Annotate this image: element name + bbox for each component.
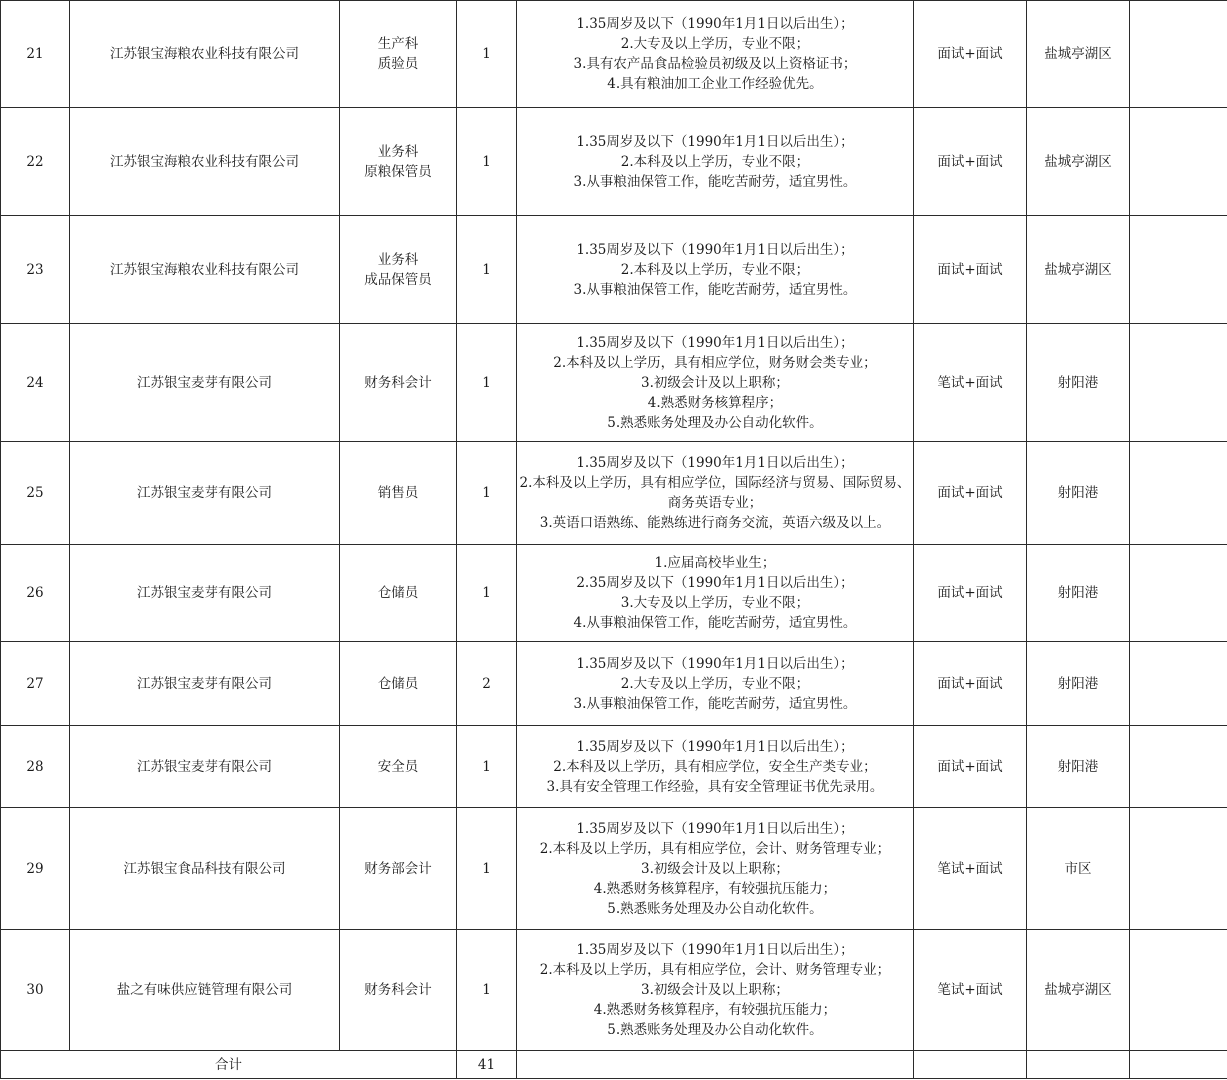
- position-line: 仓储员: [377, 585, 419, 601]
- exam-method: 面试+面试: [914, 1, 1027, 108]
- table-row: [1, 442, 1227, 545]
- work-location: 射阳港: [1027, 545, 1130, 642]
- work-location: 射阳港: [1027, 442, 1130, 545]
- position-title: [340, 216, 457, 324]
- table-row: [1, 1, 1227, 108]
- requirement-line: 3.初级会计及以上职称；: [641, 982, 789, 998]
- row-number: 23: [1, 216, 70, 324]
- position-line: 生产科: [377, 36, 419, 52]
- requirement-line: 1.35周岁及以下（1990年1月1日以后出生）；: [576, 241, 854, 258]
- requirement-line: 2.大专及以上学历，专业不限；: [620, 675, 810, 692]
- position-title: [340, 930, 457, 1051]
- position-line: 销售员: [377, 485, 419, 501]
- company-name: 江苏银宝麦芽有限公司: [70, 726, 340, 808]
- company-name: 江苏银宝食品科技有限公司: [70, 808, 340, 930]
- position-line: 财务科会计: [364, 374, 432, 391]
- position-title: [340, 108, 457, 216]
- requirement-line: 2.本科及以上学历，具有相应学位，国际经济与贸易、国际贸易、商务英语专业；: [519, 475, 911, 511]
- row-number: 26: [1, 545, 70, 642]
- row-number: 21: [1, 1, 70, 108]
- company-name: 江苏银宝海粮农业科技有限公司: [70, 108, 340, 216]
- exam-method: 笔试+面试: [914, 930, 1027, 1051]
- note-cell: [1130, 808, 1227, 930]
- requirement-line: 1.35周岁及以下（1990年1月1日以后出生）；: [576, 16, 854, 32]
- requirement-line: 2.本科及以上学历，专业不限；: [620, 153, 810, 170]
- requirement-line: 3.初级会计及以上职称；: [641, 860, 789, 877]
- requirement-line: 4.熟悉财务核算程序，有较强抗压能力；: [593, 1002, 837, 1018]
- position-line: 成品保管员: [364, 271, 432, 288]
- headcount: 1: [457, 808, 517, 930]
- note-cell: [1130, 1, 1227, 108]
- requirement-line: 4.熟悉财务核算程序；: [647, 394, 783, 411]
- position-title: [340, 442, 457, 545]
- requirements: [517, 808, 914, 930]
- table-row: [1, 216, 1227, 324]
- row-number: 25: [1, 442, 70, 545]
- headcount: 2: [457, 642, 517, 726]
- position-title: [340, 1, 457, 108]
- exam-method: 面试+面试: [914, 108, 1027, 216]
- position-title: [340, 726, 457, 808]
- note-cell: [1130, 642, 1227, 726]
- requirement-line: 4.熟悉财务核算程序，有较强抗压能力；: [593, 880, 837, 897]
- position-line: 业务科: [377, 143, 419, 160]
- table-row: [1, 324, 1227, 442]
- company-name: 江苏银宝麦芽有限公司: [70, 442, 340, 545]
- empty-cell: [1027, 1051, 1130, 1079]
- table-row: [1, 108, 1227, 216]
- requirement-line: 2.本科及以上学历，具有相应学位，安全生产类专业；: [553, 758, 877, 775]
- requirement-line: 3.从事粮油保管工作，能吃苦耐劳，适宜男性。: [573, 281, 857, 298]
- requirement-line: 5.熟悉账务处理及办公自动化软件。: [607, 414, 823, 431]
- headcount: 1: [457, 324, 517, 442]
- exam-method: 面试+面试: [914, 442, 1027, 545]
- requirement-line: 1.35周岁及以下（1990年1月1日以后出生）；: [576, 942, 854, 958]
- empty-cell: [1130, 1051, 1227, 1079]
- requirement-line: 1.35周岁及以下（1990年1月1日以后出生）；: [576, 334, 854, 351]
- requirements: [517, 442, 914, 545]
- headcount: 1: [457, 930, 517, 1051]
- position-line: 财务部会计: [364, 860, 432, 877]
- company-name: 江苏银宝麦芽有限公司: [70, 642, 340, 726]
- requirement-line: 4.具有粮油加工企业工作经验优先。: [607, 76, 823, 92]
- requirement-line: 5.熟悉账务处理及办公自动化软件。: [607, 900, 823, 917]
- requirements: [517, 1, 914, 108]
- total-count: 41: [457, 1051, 517, 1079]
- note-cell: [1130, 108, 1227, 216]
- note-cell: [1130, 545, 1227, 642]
- position-line: 财务科会计: [364, 982, 432, 998]
- requirement-line: 3.具有农产品食品检验员初级及以上资格证书；: [573, 56, 857, 72]
- requirement-line: 2.本科及以上学历，具有相应学位，会计、财务管理专业；: [539, 840, 891, 857]
- requirement-line: 3.从事粮油保管工作，能吃苦耐劳，适宜男性。: [573, 173, 857, 190]
- table-row: [1, 726, 1227, 808]
- company-name: 盐之有味供应链管理有限公司: [70, 930, 340, 1051]
- requirement-line: 1.35周岁及以下（1990年1月1日以后出生）；: [576, 655, 854, 672]
- requirements: [517, 642, 914, 726]
- exam-method: 面试+面试: [914, 642, 1027, 726]
- requirement-line: 1.35周岁及以下（1990年1月1日以后出生）；: [576, 820, 854, 837]
- work-location: 盐城亭湖区: [1027, 930, 1130, 1051]
- exam-method: 面试+面试: [914, 545, 1027, 642]
- note-cell: [1130, 930, 1227, 1051]
- note-cell: [1130, 216, 1227, 324]
- requirement-line: 2.大专及以上学历，专业不限；: [620, 36, 810, 52]
- exam-method: 面试+面试: [914, 726, 1027, 808]
- row-number: 22: [1, 108, 70, 216]
- table-row: [1, 642, 1227, 726]
- exam-method: 面试+面试: [914, 216, 1027, 324]
- work-location: 盐城亭湖区: [1027, 108, 1130, 216]
- work-location: 盐城亭湖区: [1027, 216, 1130, 324]
- position-line: 仓储员: [377, 675, 419, 692]
- position-line: 原粮保管员: [364, 163, 432, 180]
- company-name: 江苏银宝海粮农业科技有限公司: [70, 216, 340, 324]
- company-name: 江苏银宝麦芽有限公司: [70, 324, 340, 442]
- headcount: 1: [457, 1, 517, 108]
- total-label: 合计: [1, 1051, 457, 1079]
- requirement-line: 5.熟悉账务处理及办公自动化软件。: [607, 1022, 823, 1038]
- requirement-line: 3.从事粮油保管工作，能吃苦耐劳，适宜男性。: [573, 695, 857, 712]
- requirements: [517, 108, 914, 216]
- row-number: 28: [1, 726, 70, 808]
- table-row: [1, 808, 1227, 930]
- note-cell: [1130, 442, 1227, 545]
- requirements: [517, 545, 914, 642]
- requirements: [517, 216, 914, 324]
- position-line: 安全员: [377, 758, 419, 775]
- work-location: 市区: [1027, 808, 1130, 930]
- requirements: [517, 324, 914, 442]
- table-row: [1, 545, 1227, 642]
- requirement-line: 1.35周岁及以下（1990年1月1日以后出生）；: [576, 738, 854, 755]
- position-line: 业务科: [377, 251, 419, 268]
- requirement-line: 1.35周岁及以下（1990年1月1日以后出生）；: [576, 133, 854, 150]
- position-title: [340, 642, 457, 726]
- row-number: 29: [1, 808, 70, 930]
- requirement-line: 2.本科及以上学历，专业不限；: [620, 261, 810, 278]
- company-name: 江苏银宝麦芽有限公司: [70, 545, 340, 642]
- requirement-line: 2.35周岁及以下（1990年1月1日以后出生）；: [576, 575, 854, 591]
- requirement-line: 2.本科及以上学历，具有相应学位，财务财会类专业；: [553, 354, 877, 371]
- note-cell: [1130, 324, 1227, 442]
- position-title: [340, 324, 457, 442]
- work-location: 射阳港: [1027, 642, 1130, 726]
- requirement-line: 3.初级会计及以上职称；: [641, 374, 789, 391]
- headcount: 1: [457, 442, 517, 545]
- headcount: 1: [457, 108, 517, 216]
- requirements: [517, 930, 914, 1051]
- headcount: 1: [457, 726, 517, 808]
- requirement-line: 3.具有安全管理工作经验，具有安全管理证书优先录用。: [546, 778, 884, 795]
- position-title: [340, 545, 457, 642]
- headcount: 1: [457, 216, 517, 324]
- requirement-line: 1.应届高校毕业生；: [654, 555, 776, 571]
- requirement-line: 4.从事粮油保管工作，能吃苦耐劳，适宜男性。: [573, 615, 857, 631]
- note-cell: [1130, 726, 1227, 808]
- headcount: 1: [457, 545, 517, 642]
- requirement-line: 1.35周岁及以下（1990年1月1日以后出生）；: [576, 455, 854, 471]
- row-number: 24: [1, 324, 70, 442]
- company-name: 江苏银宝海粮农业科技有限公司: [70, 1, 340, 108]
- requirement-line: 3.大专及以上学历，专业不限；: [620, 595, 810, 611]
- table-row: [1, 930, 1227, 1051]
- exam-method: 笔试+面试: [914, 324, 1027, 442]
- requirements: [517, 726, 914, 808]
- work-location: 射阳港: [1027, 726, 1130, 808]
- total-row: [1, 1051, 1227, 1079]
- table-body: [1, 1, 1227, 1079]
- exam-method: 笔试+面试: [914, 808, 1027, 930]
- position-line: 质验员: [377, 56, 419, 72]
- row-number: 27: [1, 642, 70, 726]
- work-location: 射阳港: [1027, 324, 1130, 442]
- row-number: 30: [1, 930, 70, 1051]
- work-location: 盐城亭湖区: [1027, 1, 1130, 108]
- requirement-line: 2.本科及以上学历，具有相应学位，会计、财务管理专业；: [539, 962, 891, 978]
- position-title: [340, 808, 457, 930]
- empty-cell: [517, 1051, 914, 1079]
- empty-cell: [914, 1051, 1027, 1079]
- requirement-line: 3.英语口语熟练、能熟练进行商务交流，英语六级及以上。: [539, 515, 891, 531]
